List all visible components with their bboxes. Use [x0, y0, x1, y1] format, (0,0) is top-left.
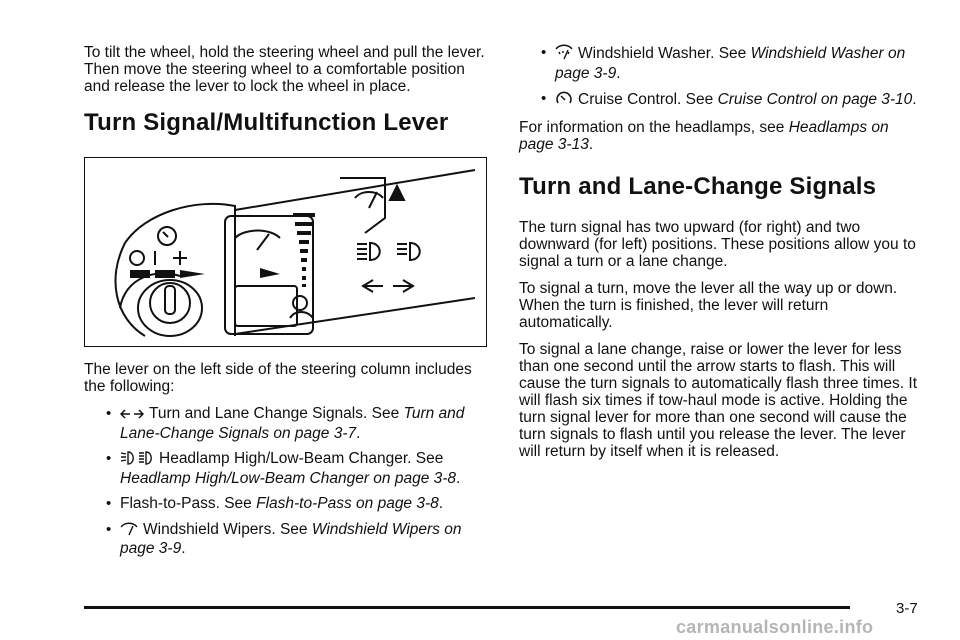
section-heading-lane-change: Turn and Lane-Change Signals [519, 172, 877, 200]
bullet: • [541, 44, 547, 61]
bullet: • [106, 450, 112, 467]
cross-reference-link[interactable]: Flash-to-Pass on page 3-8 [256, 495, 439, 512]
left-feature-list [84, 405, 489, 558]
cross-reference-link[interactable]: Windshield Washer on page 3-9 [555, 45, 906, 82]
lever-caption: The lever on the left side of the steering column includes the following: [84, 361, 472, 395]
turn-signal-arrows-icon [120, 407, 144, 425]
headlamp-beam-icon [120, 451, 154, 470]
section-heading-multifunction-lever: Turn Signal/Multifunction Lever [84, 109, 449, 136]
multifunction-lever-illustration [84, 157, 487, 347]
list-item: • Flash-to-Pass. See Flash-to-Pass on page 3-8. [106, 495, 444, 512]
cross-reference-link[interactable]: Cruise Control on page 3-10 [717, 91, 913, 108]
windshield-washer-icon [555, 44, 573, 65]
bullet: • [106, 405, 112, 422]
cross-reference-link[interactable]: Turn and Lane-Change Signals on page 3-7 [120, 405, 465, 442]
list-item: • Cruise Control. See Cruise Control on page 3-10. [519, 90, 924, 111]
body-paragraph: To signal a lane change, raise or lower the lever for less than one second until the arrow starts to flash. This will cause the turn signals to automatically flash three times. It will flash six times if tow-haul mode is active. Holding the turn signal lever for more than one second will cause the turn signals to flash until you release the lever. The lever will return by itself when it is released. [519, 340, 918, 460]
body-paragraph: To signal a turn, move the lever all the way up or down. When the turn is finished, the lever will return automatically. [519, 279, 898, 331]
list-item: • Windshield Washer. See Windshield Washer on page 3-9. [541, 44, 906, 82]
bullet: • [106, 495, 112, 512]
right-column [519, 44, 924, 470]
bullet: • [106, 520, 112, 538]
windshield-wiper-icon [120, 522, 138, 541]
cross-reference-link[interactable]: Windshield Wipers on page 3-9 [120, 520, 462, 557]
footer-divider [84, 606, 850, 609]
list-item: • Windshield Wipers. See Windshield Wipers on page 3-9. [106, 520, 462, 557]
intro-paragraph: To tilt the wheel, hold the steering wheel and pull the lever. Then move the steering wheel to a comfortable position and release the lever to lock the wheel in place. [84, 44, 485, 95]
cross-reference-link[interactable]: Headlamp High/Low-Beam Changer on page 3-8 [120, 469, 457, 487]
list-item: • Headlamp High/Low-Beam Changer. See Headlamp High/Low-Beam Changer on page 3-8. [106, 450, 461, 487]
lever-diagram-svg [85, 158, 485, 345]
cruise-control-icon [555, 90, 573, 111]
left-column [84, 44, 489, 566]
page-number: 3-7 [896, 600, 918, 617]
headlamps-reference-paragraph: For information on the headlamps, see Headlamps on page 3-13. [519, 118, 889, 153]
watermark: carmanualsonline.info [676, 617, 874, 637]
body-paragraph: The turn signal has two upward (for right) and two downward (for left) positions. These positions allow you to signal a turn or a lane change. [519, 218, 916, 270]
list-item: • Turn and Lane Change Signals. See Turn and Lane-Change Signals on page 3-7. [106, 405, 465, 442]
right-feature-list [519, 44, 924, 111]
bullet: • [541, 90, 547, 107]
cross-reference-link[interactable]: Headlamps on page 3-13 [519, 118, 889, 153]
